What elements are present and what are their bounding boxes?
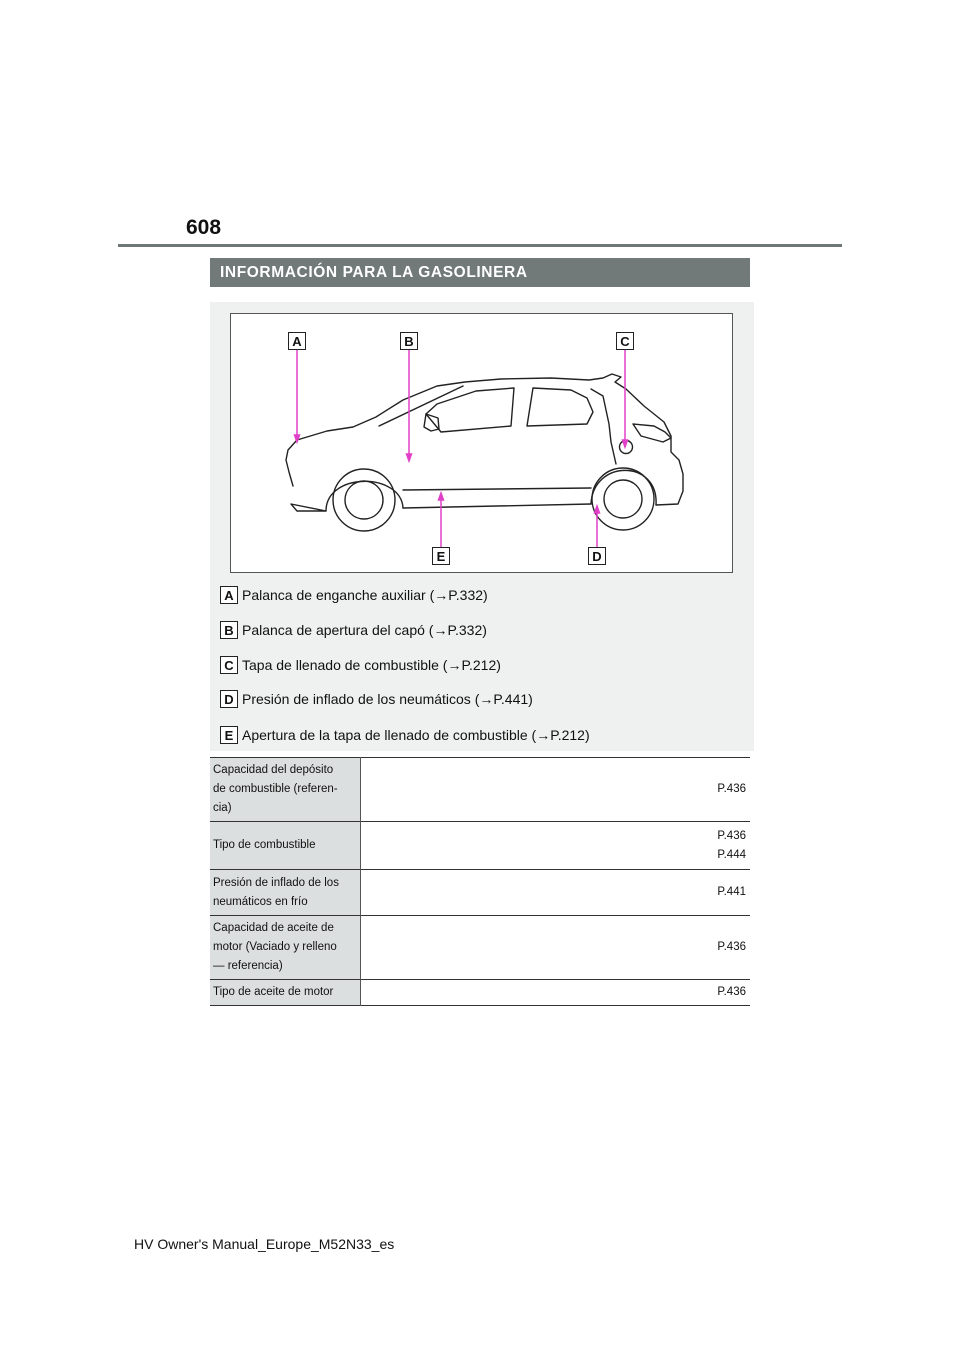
legend-key: B bbox=[220, 621, 238, 639]
car-side-illustration bbox=[231, 314, 732, 572]
callout-a-label: A bbox=[288, 332, 306, 350]
legend-key: D bbox=[220, 690, 238, 708]
row-value bbox=[360, 980, 750, 1006]
callout-c-label: C bbox=[616, 332, 634, 350]
legend-key: A bbox=[220, 586, 238, 604]
table-row bbox=[210, 980, 750, 1006]
page-reference: P.436 bbox=[717, 986, 746, 998]
callout-d-label: D bbox=[588, 547, 606, 565]
legend-text: Tapa de llenado de combustible (→P.212) bbox=[242, 657, 501, 673]
label-line: cia) bbox=[213, 802, 232, 814]
row-label bbox=[210, 822, 360, 870]
vehicle-diagram bbox=[230, 313, 733, 573]
legend-key: C bbox=[220, 656, 238, 674]
rear-wheel-arch bbox=[591, 470, 656, 505]
legend-text: Presión de inflado de los neumáticos (→P.441) bbox=[242, 691, 533, 707]
page-reference: P.441 bbox=[717, 886, 746, 898]
rear-panel-line bbox=[591, 389, 616, 464]
sill-line bbox=[403, 488, 591, 490]
label-line: Tipo de combustible bbox=[213, 839, 316, 851]
callout-b-label: B bbox=[400, 332, 418, 350]
table-row bbox=[210, 758, 750, 822]
row-value bbox=[360, 758, 750, 822]
label-line: Tipo de aceite de motor bbox=[213, 986, 334, 998]
row-label bbox=[210, 916, 360, 980]
page-number: 608 bbox=[186, 216, 222, 239]
row-value bbox=[360, 870, 750, 916]
label-line: motor (Vaciado y relleno bbox=[213, 941, 337, 953]
page-reference: P.444 bbox=[717, 848, 746, 861]
label-line: neumáticos en frío bbox=[213, 895, 308, 908]
front-tire bbox=[333, 469, 395, 531]
page-reference: P.436 bbox=[717, 941, 746, 953]
callout-e-label: E bbox=[432, 547, 450, 565]
label-line: — referencia) bbox=[213, 960, 283, 972]
footer-document-id: HV Owner's Manual_Europe_M52N33_es bbox=[134, 1236, 395, 1252]
front-rim bbox=[345, 481, 383, 519]
page-reference: P.436 bbox=[717, 783, 746, 795]
specifications-table bbox=[210, 757, 750, 1006]
row-value bbox=[360, 822, 750, 870]
row-value bbox=[360, 916, 750, 980]
label-line: Capacidad del depósito bbox=[213, 764, 334, 776]
table-row bbox=[210, 822, 750, 870]
legend-text: Palanca de apertura del capó (→P.332) bbox=[242, 622, 487, 638]
table-row bbox=[210, 870, 750, 916]
section-title: INFORMACIÓN PARA LA GASOLINERA bbox=[210, 258, 750, 287]
row-label bbox=[210, 758, 360, 822]
row-label bbox=[210, 980, 360, 1006]
legend-key: E bbox=[220, 726, 238, 744]
side-mirror bbox=[424, 414, 439, 431]
rear-rim bbox=[604, 480, 642, 518]
table-row bbox=[210, 916, 750, 980]
label-line: de combustible (referen- bbox=[213, 783, 338, 795]
page-reference: P.436 bbox=[717, 829, 746, 842]
legend-text: Apertura de la tapa de llenado de combustible (→P.212) bbox=[242, 727, 590, 743]
label-line: Presión de inflado de los bbox=[213, 876, 339, 889]
row-label bbox=[210, 870, 360, 916]
tail-lamp bbox=[633, 424, 671, 442]
rear-window bbox=[527, 388, 593, 426]
rear-tire bbox=[592, 468, 654, 530]
label-line: Capacidad de aceite de bbox=[213, 922, 334, 934]
header-rule bbox=[118, 244, 842, 247]
legend-text: Palanca de enganche auxiliar (→P.332) bbox=[242, 587, 488, 603]
